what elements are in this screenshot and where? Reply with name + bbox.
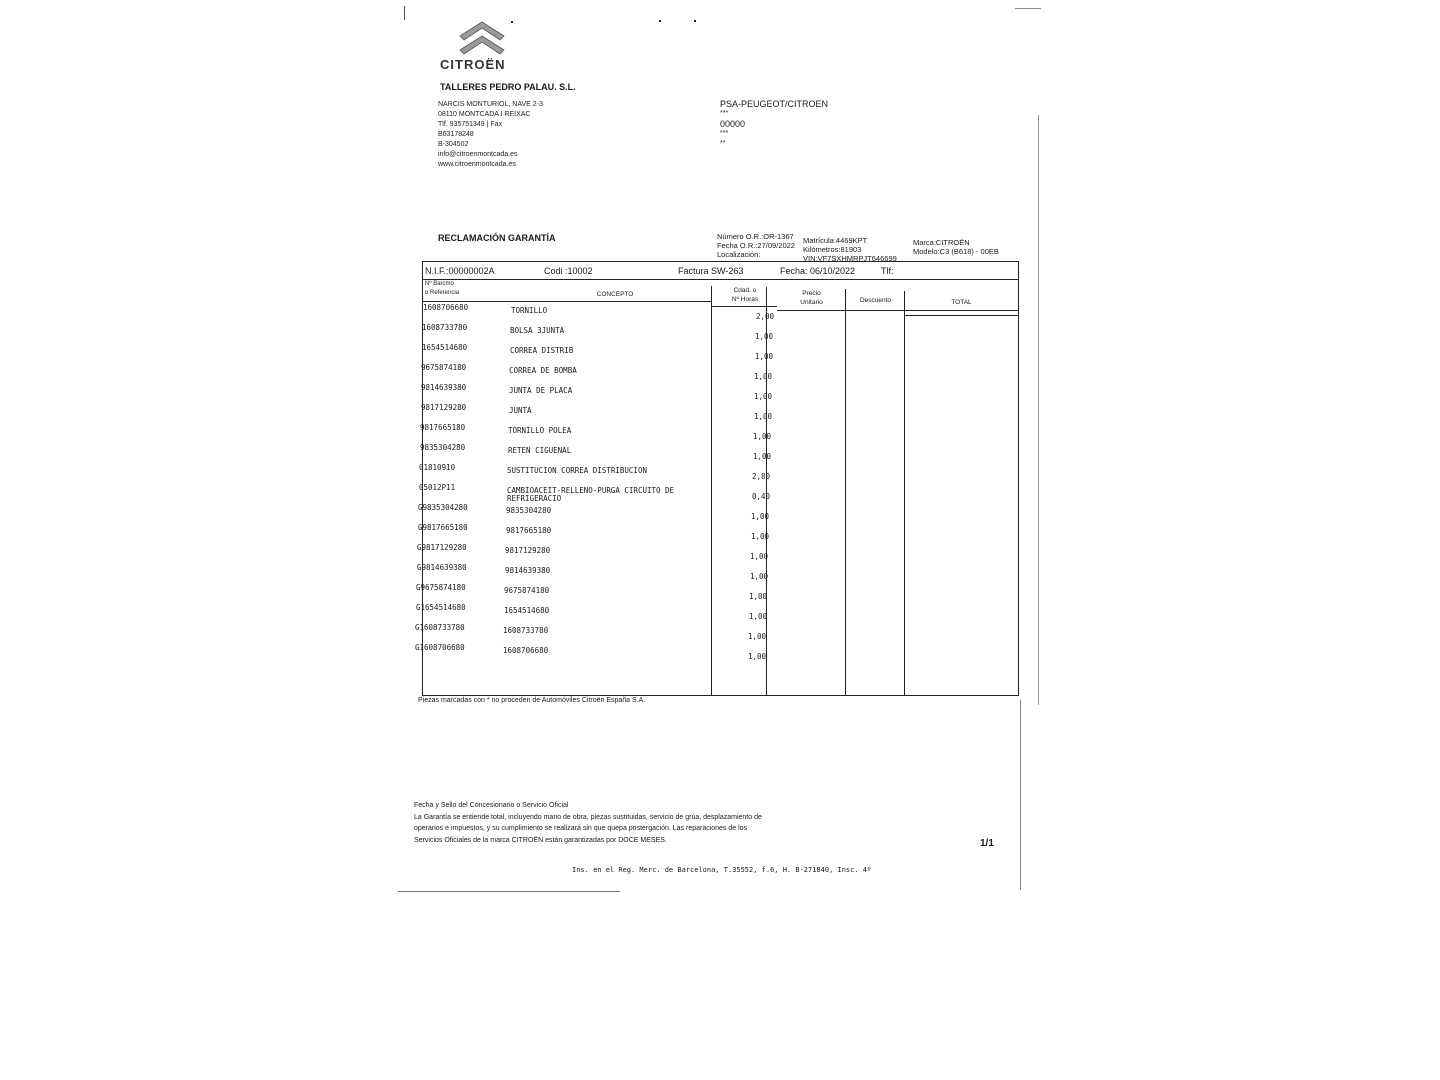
column-divider xyxy=(711,286,712,696)
scan-edge xyxy=(1015,8,1041,9)
divider xyxy=(777,310,1018,311)
scan-speck xyxy=(659,20,661,22)
recipient-block: PSA-PEUGEOT/CITROEN *** 00000 *** ** xyxy=(720,99,829,147)
column-header-qty: Cdad. o Nº Horas xyxy=(731,287,759,303)
company-address: NARCIS MONTURIOL, NAVE 2-3 08110 MONTCADA I REIXAC Tlf. 935751349 | Fax B63178248 B-304502 info@citroenmontcada.es www.citroenmontcada.es xyxy=(438,101,543,168)
page-number: 1/1 xyxy=(980,838,994,849)
column-header-total: TOTAL xyxy=(951,299,972,306)
model-info: Marca:CITROËN Modelo:C3 (B618) - 00EB xyxy=(913,238,999,256)
scan-edge xyxy=(404,6,405,20)
divider xyxy=(423,301,711,302)
factura-number: Factura SW-263 xyxy=(678,266,744,276)
registry-info: Ins. en el Reg. Merc. de Barcelona, T.35552, f.6, H. B-271840, Insc. 4º xyxy=(572,866,872,874)
vehicle-info: Matrícula:4469KPT Kilómetros:81903 VIN:VF7SXHMRPJT646699 xyxy=(803,236,897,263)
brand-name: CITROËN xyxy=(440,57,506,72)
citroen-logo-icon xyxy=(456,14,508,56)
scan-speck xyxy=(694,20,696,22)
scan-edge xyxy=(398,891,620,892)
column-header-ref: Nº Barcmo o Referencia xyxy=(425,281,460,296)
divider xyxy=(711,306,777,307)
repair-order-info: Número O.R.:OR-1367 Fecha O.R.:27/09/2022 Localización: xyxy=(717,232,795,259)
claim-title: RECLAMACIÓN GARANTÍA xyxy=(438,233,556,243)
divider xyxy=(423,279,1018,280)
column-header-discount: Descuento xyxy=(859,297,892,304)
invoice-date: Fecha: 06/10/2022 xyxy=(780,266,856,276)
column-divider xyxy=(904,291,905,696)
footnote: Piezas marcadas con * no proceden de Automóviles Citroën España S.A. xyxy=(418,697,646,704)
column-header-price: Precio Unitario xyxy=(800,290,823,306)
phone-label: Tlf: xyxy=(881,266,894,276)
codi: Codi :10002 xyxy=(544,266,593,276)
scan-edge xyxy=(1020,700,1021,890)
nif: N.I.F.:00000002A xyxy=(425,266,495,276)
company-name: TALLERES PEDRO PALAU. S.L. xyxy=(440,82,576,92)
column-header-concept: CONCEPTO xyxy=(596,291,634,298)
scan-speck xyxy=(511,21,513,23)
warranty-text: Fecha y Sello del Concesionario o Servicio Oficial La Garantía se entiende total, incluyendo mano de obra, piezas sustituidas, servicio de grúa, desplazamiento de operarios e impuestos, y su cumplimiento se realizará sin que quepa postergación. Las reparaciones de los Servicios Oficiales de la marca CITROËN están garantizadas por DOCE MESES. xyxy=(414,802,762,844)
divider xyxy=(905,315,1018,316)
scan-edge xyxy=(1038,115,1039,705)
invoice-header-row xyxy=(423,263,1018,279)
column-divider xyxy=(845,289,846,696)
